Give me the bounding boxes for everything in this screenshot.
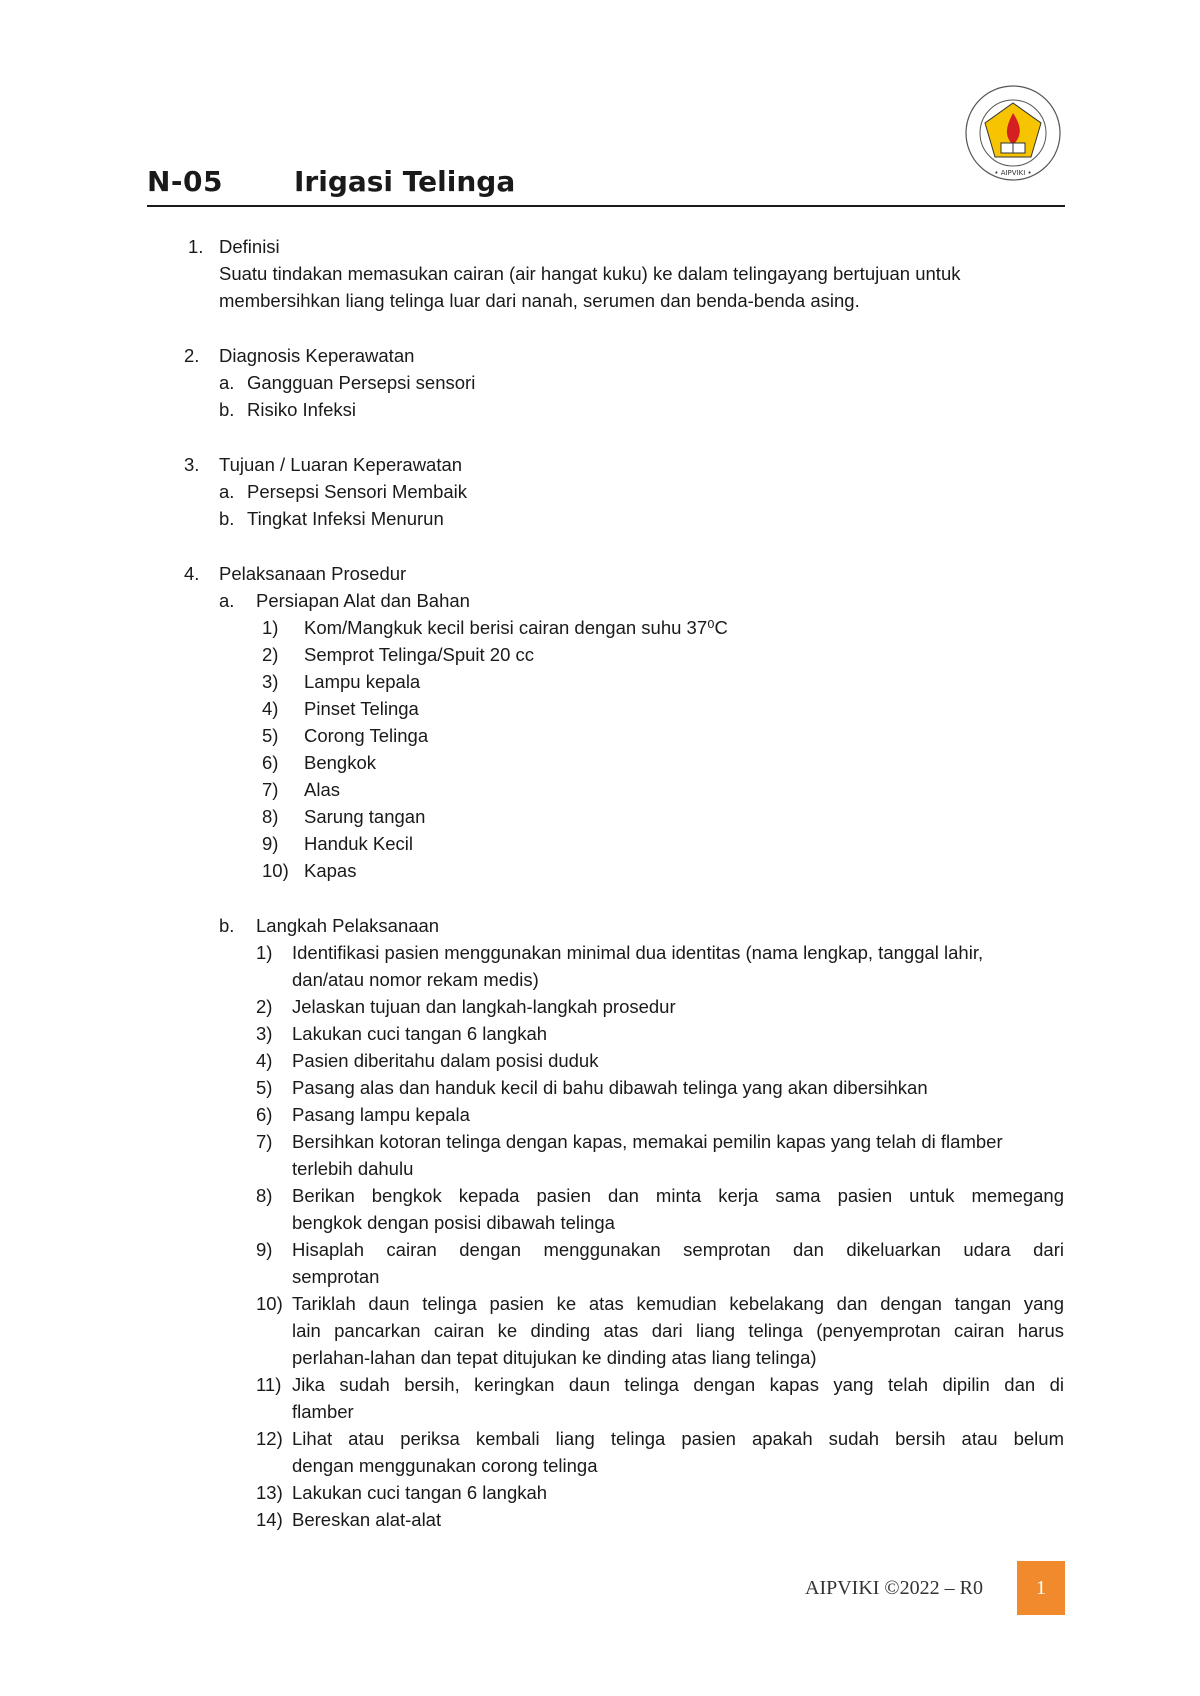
step-text: bengkok dengan posisi dibawah telinga [292, 1212, 615, 1233]
step-number: 10) [256, 1293, 283, 1314]
list-number: 6) [262, 752, 279, 773]
step-number: 8) [256, 1185, 273, 1206]
list-number: 3) [262, 671, 279, 692]
subsection-title-langkah: Langkah Pelaksanaan [256, 915, 440, 936]
equipment-item: Semprot Telinga/Spuit 20 cc [304, 644, 535, 665]
list-label: a. [219, 481, 235, 502]
equipment-item: Alas [304, 779, 340, 800]
step-text: Jika sudah bersih, keringkan daun telinga dengan kapas yang telah dipilin dan di [292, 1374, 1064, 1395]
step-text: Jelaskan tujuan dan langkah-langkah prosedur [292, 996, 676, 1017]
list-number: 4) [262, 698, 279, 719]
step-number: 6) [256, 1104, 273, 1125]
section-number: 3. [184, 454, 200, 475]
step-number: 7) [256, 1131, 273, 1152]
equipment-item: Sarung tangan [304, 806, 426, 827]
step-number: 1) [256, 942, 273, 963]
section-title-definisi: Definisi [219, 236, 280, 257]
page-number: 1 [1036, 1576, 1046, 1599]
step-text: Pasien diberitahu dalam posisi duduk [292, 1050, 599, 1071]
equipment-item: Lampu kepala [304, 671, 421, 692]
step-text: flamber [292, 1401, 354, 1422]
step-text: Identifikasi pasien menggunakan minimal dua identitas (nama lengkap, tanggal lahir, [292, 942, 984, 963]
section-title-pelaksanaan: Pelaksanaan Prosedur [219, 563, 407, 584]
list-number: 7) [262, 779, 279, 800]
list-item: Tingkat Infeksi Menurun [247, 508, 444, 529]
equipment-item: Pinset Telinga [304, 698, 419, 719]
step-text: perlahan-lahan dan tepat ditujukan ke dinding atas liang telinga) [292, 1347, 817, 1368]
section-number: 2. [184, 345, 200, 366]
list-number: 2) [262, 644, 279, 665]
list-number: 5) [262, 725, 279, 746]
step-text: Pasang lampu kepala [292, 1104, 470, 1125]
equipment-item: Handuk Kecil [304, 833, 414, 854]
step-number: 12) [256, 1428, 283, 1449]
step-number: 9) [256, 1239, 273, 1260]
step-text: Lihat atau periksa kembali liang telinga pasien apakah sudah bersih atau belum [292, 1428, 1064, 1449]
list-item: Persepsi Sensori Membaik [247, 481, 468, 502]
step-text: Bereskan alat-alat [292, 1509, 442, 1530]
step-number: 4) [256, 1050, 273, 1071]
section-title-diagnosis: Diagnosis Keperawatan [219, 345, 415, 366]
step-number: 2) [256, 996, 273, 1017]
list-number: 9) [262, 833, 279, 854]
step-number: 5) [256, 1077, 273, 1098]
sublist-label: b. [219, 915, 235, 936]
document-code: N-05 [147, 165, 224, 198]
footer-copyright: AIPVIKI ©2022 – R0 [805, 1577, 983, 1599]
step-text: Bersihkan kotoran telinga dengan kapas, memakai pemilin kapas yang telah di flamber [292, 1131, 1003, 1152]
equipment-item: Kapas [304, 860, 357, 881]
step-text: Pasang alas dan handuk kecil di bahu dibawah telinga yang akan dibersihkan [292, 1077, 928, 1098]
list-number: 10) [262, 860, 289, 881]
page-number-badge [1017, 1561, 1065, 1615]
subsection-title-persiapan: Persiapan Alat dan Bahan [256, 590, 470, 611]
equipment-item: Kom/Mangkuk kecil berisi cairan dengan suhu 37⁰C [304, 617, 728, 638]
section-title-tujuan: Tujuan / Luaran Keperawatan [219, 454, 463, 475]
document-title: Irigasi Telinga [294, 165, 516, 198]
definition-text: Suatu tindakan memasukan cairan (air hangat kuku) ke dalam telingayang bertujuan untuk [219, 263, 961, 284]
document-header [147, 165, 1065, 207]
list-number: 8) [262, 806, 279, 827]
step-text: Berikan bengkok kepada pasien dan minta kerja sama pasien untuk memegang [292, 1185, 1064, 1206]
equipment-item: Corong Telinga [304, 725, 429, 746]
definition-text: membersihkan liang telinga luar dari nanah, serumen dan benda-benda asing. [219, 290, 860, 311]
list-label: b. [219, 508, 235, 529]
list-label: a. [219, 372, 235, 393]
step-number: 13) [256, 1482, 283, 1503]
step-text: lain pancarkan cairan ke dinding atas dari liang telinga (penyemprotan cairan harus [292, 1320, 1064, 1341]
step-text: Tariklah daun telinga pasien ke atas kemudian kebelakang dan dengan tangan yang [292, 1293, 1064, 1314]
svg-text:• AIPVIKI •: • AIPVIKI • [994, 169, 1032, 177]
list-item: Risiko Infeksi [247, 399, 356, 420]
step-number: 14) [256, 1509, 283, 1530]
sublist-label: a. [219, 590, 235, 611]
step-text: Hisaplah cairan dengan menggunakan semprotan dan dikeluarkan udara dari [292, 1239, 1064, 1260]
equipment-item: Bengkok [304, 752, 376, 773]
step-text: dengan menggunakan corong telinga [292, 1455, 598, 1476]
list-number: 1) [262, 617, 279, 638]
list-item: Gangguan Persepsi sensori [247, 372, 476, 393]
section-number: 1. [188, 236, 204, 257]
section-number: 4. [184, 563, 200, 584]
step-text: semprotan [292, 1266, 380, 1287]
list-label: b. [219, 399, 235, 420]
step-text: terlebih dahulu [292, 1158, 414, 1179]
step-text: Lakukan cuci tangan 6 langkah [292, 1482, 548, 1503]
step-number: 3) [256, 1023, 273, 1044]
step-text: dan/atau nomor rekam medis) [292, 969, 539, 990]
step-text: Lakukan cuci tangan 6 langkah [292, 1023, 548, 1044]
step-number: 11) [256, 1374, 282, 1395]
